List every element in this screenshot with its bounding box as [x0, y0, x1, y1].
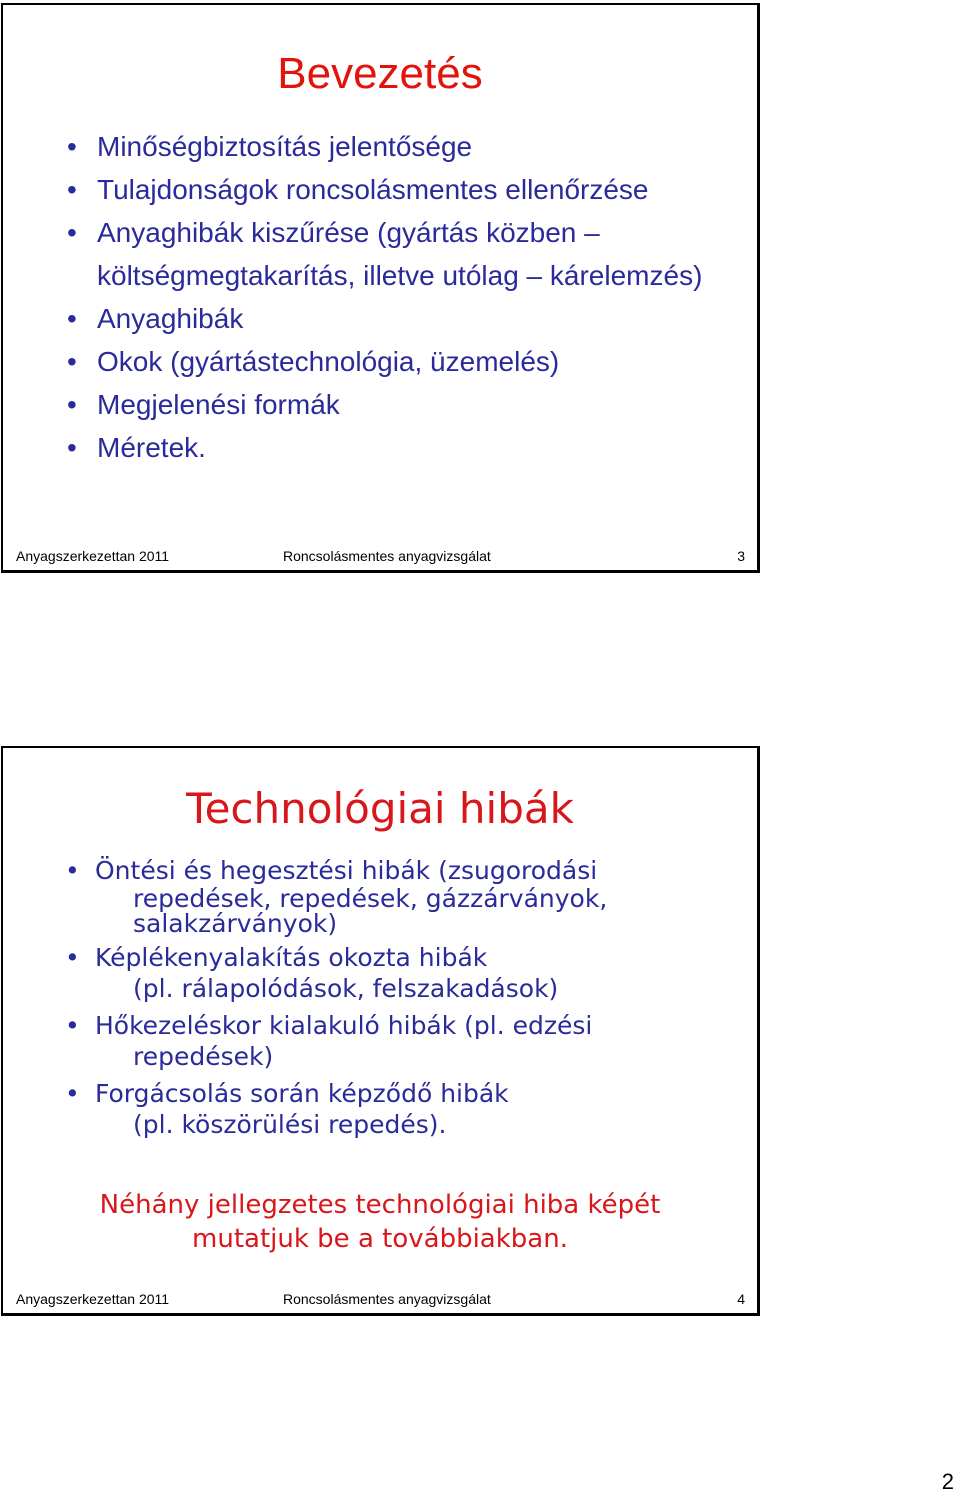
slide-3	[1, 3, 760, 573]
bullet-item: • Anyaghibák kiszűrése (gyártás közben – költségmegtakarítás, illetve utólag – kárelemzés)	[63, 211, 702, 297]
footer-topic: Roncsolásmentes anyagvizsgálat	[283, 1291, 491, 1307]
slide-title: Bevezetés	[277, 49, 483, 98]
bullet-icon: •	[65, 856, 80, 885]
footer-course: Anyagszerkezettan 2011	[16, 1291, 170, 1307]
bullet-icon: •	[65, 943, 80, 972]
bullet-item: • Méretek.	[63, 426, 702, 469]
bullet-icon: •	[65, 1079, 80, 1108]
footer-course: Anyagszerkezettan 2011	[16, 548, 170, 564]
bullet-item: • Megjelenési formák	[63, 383, 702, 426]
bullet-icon: •	[67, 217, 77, 248]
bullet-icon: •	[67, 346, 77, 377]
bullet-icon: •	[67, 432, 77, 463]
bullet-item: • Képlékenyalakítás okozta hibák (pl. rálapolódások, felszakadások)	[65, 943, 559, 1003]
bullet-list	[63, 125, 702, 469]
slide-number: 4	[737, 1291, 745, 1307]
bullet-item: • Forgácsolás során képződő hibák (pl. köszörülési repedés).	[65, 1079, 509, 1139]
bullet-list	[61, 855, 607, 1146]
bullet-icon: •	[67, 303, 77, 334]
page-number: 2	[941, 1469, 954, 1494]
bullet-icon: •	[67, 131, 77, 162]
bullet-icon: •	[67, 174, 77, 205]
bullet-item: • Okok (gyártástechnológia, üzemelés)	[63, 340, 702, 383]
slide-number: 3	[737, 548, 745, 564]
slide-note: Néhány jellegzetes technológiai hiba képét mutatjuk be a továbbiakban.	[99, 1190, 661, 1254]
slide-footer	[3, 546, 757, 564]
bullet-item: • Öntési és hegesztési hibák (zsugorodási repedések, repedések, gázzárványok, salakzárványok)	[65, 856, 608, 938]
bullet-item: • Anyaghibák	[63, 297, 702, 340]
bullet-item: • Tulajdonságok roncsolásmentes ellenőrzése	[63, 168, 702, 211]
footer-topic: Roncsolásmentes anyagvizsgálat	[283, 548, 491, 564]
bullet-item: • Hőkezeléskor kialakuló hibák (pl. edzési repedések)	[65, 1011, 593, 1071]
bullet-icon: •	[67, 389, 77, 420]
bullet-icon: •	[65, 1011, 80, 1040]
slide-title: Technológiai hibák	[186, 784, 574, 833]
bullet-item: • Minőségbiztosítás jelentősége	[63, 125, 702, 168]
slide-4	[1, 746, 760, 1316]
slide-footer	[3, 1289, 757, 1307]
